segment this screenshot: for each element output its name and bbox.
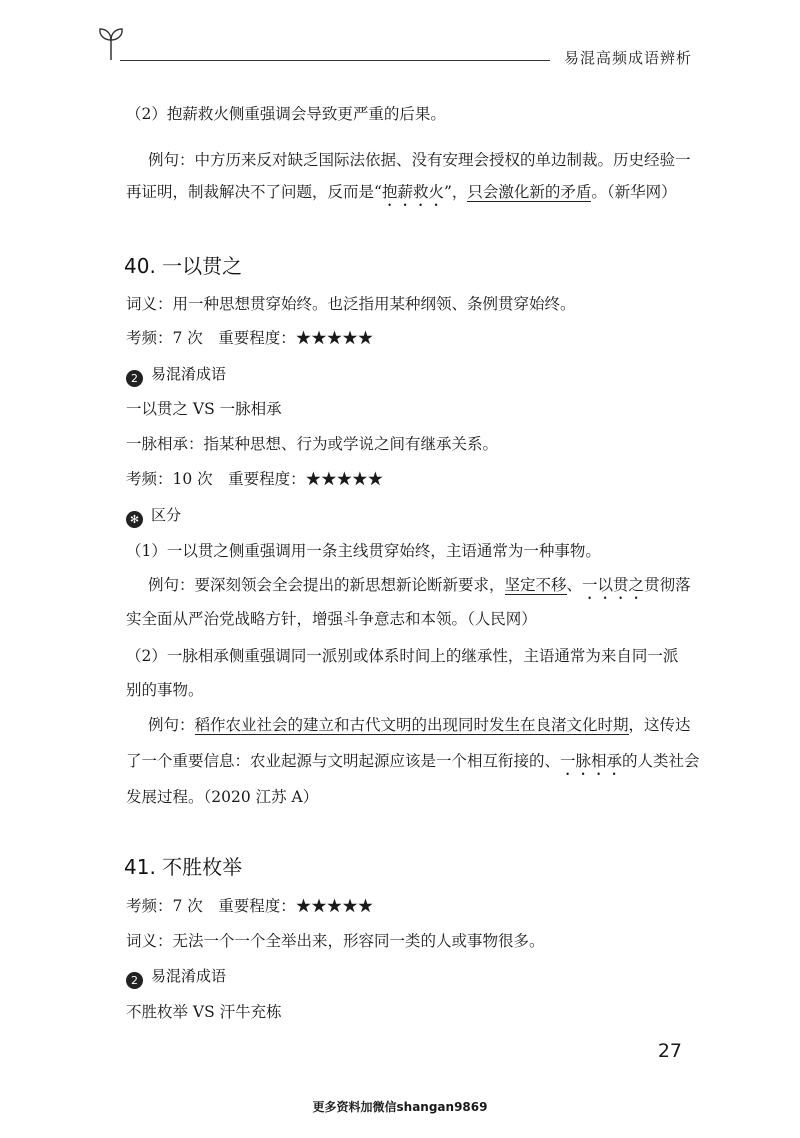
entry40-alt-frequency: 考频：10 次 重要程度：★★★★★ xyxy=(126,470,384,488)
page-number: 27 xyxy=(657,1040,682,1062)
entry40-confusable-heading: 2 易混淆成语 xyxy=(126,364,226,387)
entry40-point2-line2: 别的事物。 xyxy=(126,681,204,699)
number-badge-icon: 2 xyxy=(126,370,143,387)
distinguish-icon: ✻ xyxy=(126,511,143,528)
header-title: 易混高频成语辨析 xyxy=(563,49,692,67)
entry40-alt-meaning: 一脉相承：指某种思想、行为或学说之间有继承关系。 xyxy=(126,435,499,453)
entry40-example1-line1: 例句：要深刻领会全会提出的新思想新论断新要求，坚定不移、一以贯之贯彻落 xyxy=(148,576,691,594)
entry40-example2-line1: 例句：稻作农业社会的建立和古代文明的出现同时发生在良渚文化时期，这传达 xyxy=(148,716,691,734)
entry40-distinguish-heading: ✻ 区分 xyxy=(126,505,181,528)
entry40-point2-line1: （2）一脉相承侧重强调同一派别或体系时间上的继承性，主语通常为来自同一派 xyxy=(126,647,679,665)
underlined-phrase: 只会激化新的矛盾 xyxy=(467,183,592,201)
entry41-confusable-heading: 2 易混淆成语 xyxy=(126,966,226,989)
number-badge-icon: 2 xyxy=(126,972,143,989)
entry40-frequency: 考频：7 次 重要程度：★★★★★ xyxy=(126,329,374,347)
underlined-phrase: 稻作农业社会的建立和古代文明的出现同时发生在良渚文化时期 xyxy=(194,716,629,734)
entry41-meaning: 词义：无法一个一个全举出来，形容同一类的人或事物很多。 xyxy=(126,932,545,950)
idiom-emphasis: 抱薪救火 xyxy=(381,183,444,201)
entry40-heading: 40. 一以贯之 xyxy=(124,254,243,278)
prev-example-line1: 例句：中方历来反对缺乏国际法依据、没有安理会授权的单边制裁。历史经验一 xyxy=(148,151,691,169)
sprout-icon xyxy=(96,26,126,62)
footer-watermark: 更多资料加微信shangan9869 xyxy=(312,1100,488,1114)
idiom-emphasis: 一脉相承 xyxy=(560,752,623,770)
entry40-point1: （1）一以贯之侧重强调用一条主线贯穿始终，主语通常为一种事物。 xyxy=(126,542,601,560)
entry40-example1-line2: 实全面从严治党战略方针，增强斗争意志和本领。（人民网） xyxy=(126,610,537,628)
entry41-frequency: 考频：7 次 重要程度：★★★★★ xyxy=(126,897,374,915)
entry40-pair: 一以贯之 VS 一脉相承 xyxy=(126,400,282,418)
prev-point2: （2）抱薪救火侧重强调会导致更严重的后果。 xyxy=(126,105,446,123)
idiom-emphasis: 一以贯之 xyxy=(582,576,645,594)
underlined-phrase: 坚定不移 xyxy=(504,576,567,594)
entry40-example2-line2: 了一个重要信息：农业起源与文明起源应该是一个相互衔接的、一脉相承的人类社会 xyxy=(126,752,700,770)
entry40-example2-line3: 发展过程。（2020 江苏 A） xyxy=(126,788,319,806)
prev-example-line2: 再证明，制裁解决不了问题，反而是“抱薪救火”，只会激化新的矛盾。（新华网） xyxy=(126,183,677,201)
header-rule xyxy=(120,60,550,61)
entry41-heading: 41. 不胜枚举 xyxy=(124,855,243,879)
entry40-meaning: 词义：用一种思想贯穿始终。也泛指用某种纲领、条例贯穿始终。 xyxy=(126,295,576,313)
entry41-pair: 不胜枚举 VS 汗牛充栋 xyxy=(126,1003,282,1021)
page-header xyxy=(0,0,800,80)
